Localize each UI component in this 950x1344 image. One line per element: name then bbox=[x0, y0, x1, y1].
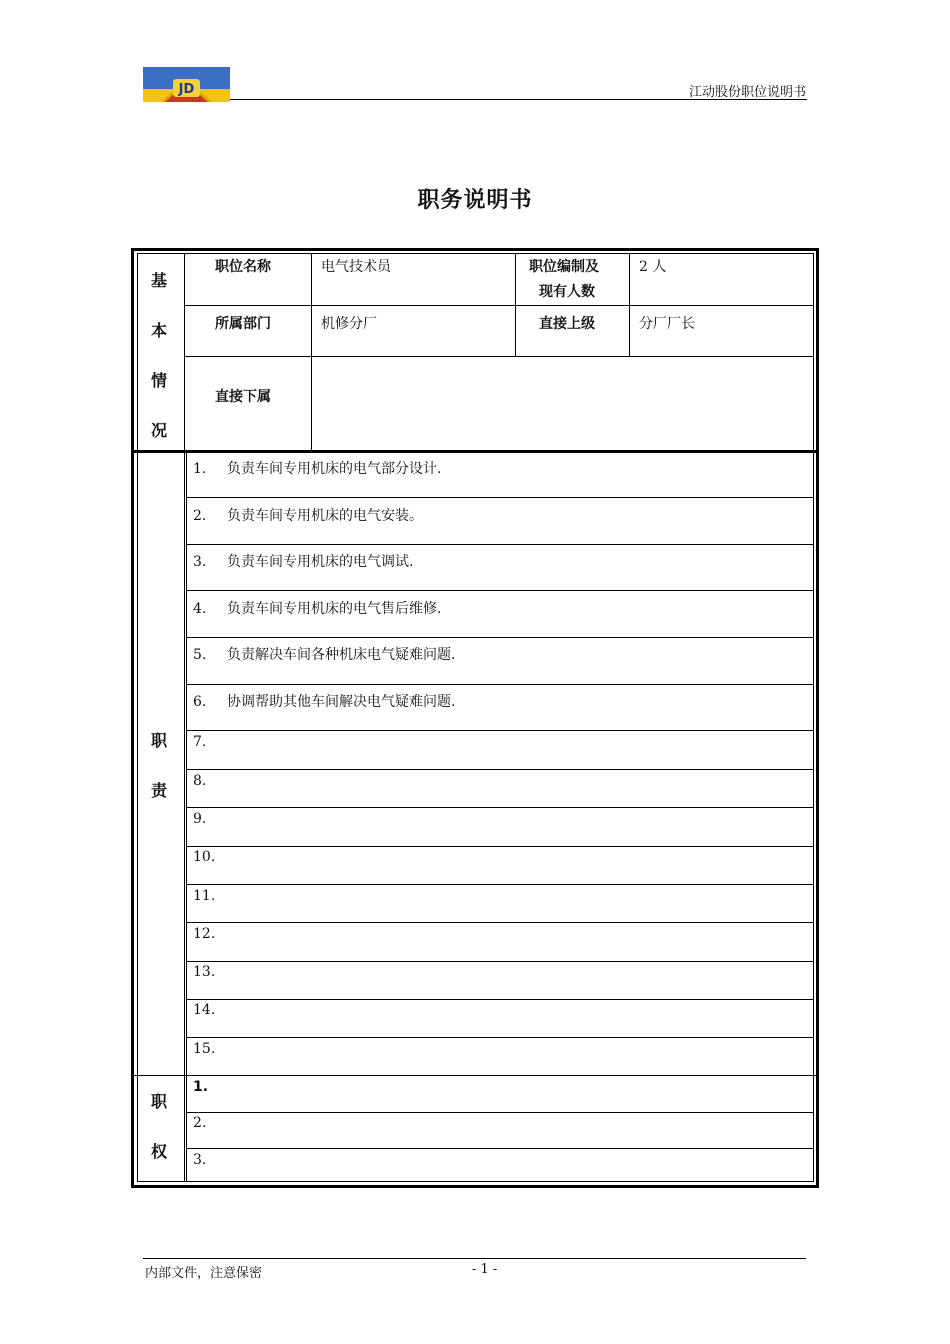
position-name-label: 职位名称 bbox=[215, 259, 271, 275]
duty-item: 2. 负责车间专用机床的电气安装。 bbox=[193, 508, 423, 524]
duty-item: 4. 负责车间专用机床的电气售后维修. bbox=[193, 601, 442, 617]
headcount-label-line1: 职位编制及 bbox=[529, 259, 599, 275]
department-label: 所属部门 bbox=[215, 316, 271, 332]
footer-divider bbox=[143, 1258, 806, 1259]
duty-item: 5. 负责解决车间各种机床电气疑难问题. bbox=[193, 647, 456, 663]
duty-item: 1. 负责车间专用机床的电气部分设计. bbox=[193, 461, 442, 477]
duty-item: 14. bbox=[193, 1002, 216, 1018]
authority-item: 3. bbox=[193, 1152, 207, 1168]
document-title: 职务说明书 bbox=[417, 188, 533, 213]
authority-section-label: 职 权 bbox=[150, 1092, 167, 1161]
superior-label: 直接上级 bbox=[539, 316, 595, 332]
authority-item: 2. bbox=[193, 1115, 207, 1131]
duty-item: 9. bbox=[193, 811, 207, 827]
duty-item: 10. bbox=[193, 849, 216, 865]
company-logo bbox=[143, 67, 230, 102]
duty-item: 15. bbox=[193, 1041, 216, 1057]
duties-section-label: 职 责 bbox=[150, 731, 167, 800]
duty-item: 11. bbox=[193, 888, 216, 904]
subordinate-label: 直接下属 bbox=[215, 389, 271, 405]
department-value: 机修分厂 bbox=[321, 316, 377, 332]
duty-item: 3. 负责车间专用机床的电气调试. bbox=[193, 554, 414, 570]
duty-item: 8. bbox=[193, 773, 207, 789]
superior-value: 分厂厂长 bbox=[639, 316, 695, 332]
headcount-label-line2: 现有人数 bbox=[539, 284, 595, 300]
duty-item: 6. 协调帮助其他车间解决电气疑难问题. bbox=[193, 694, 456, 710]
footer-confidential-note: 内部文件，注意保密 bbox=[145, 1266, 263, 1281]
job-description-table bbox=[131, 248, 819, 1188]
svg-text:JD: JD bbox=[178, 82, 195, 97]
header-document-name: 江动股份职位说明书 bbox=[688, 85, 806, 100]
duty-item: 13. bbox=[193, 964, 216, 980]
position-name-value: 电气技术员 bbox=[321, 259, 391, 275]
page-number: - 1 - bbox=[472, 1262, 498, 1277]
headcount-value: 2 人 bbox=[639, 259, 667, 275]
authority-item: 1. bbox=[193, 1079, 209, 1095]
header-divider bbox=[230, 99, 807, 100]
duty-item: 12. bbox=[193, 926, 216, 942]
basic-info-section-label: 基 本 情 况 bbox=[150, 271, 167, 440]
duty-item: 7. bbox=[193, 734, 207, 750]
